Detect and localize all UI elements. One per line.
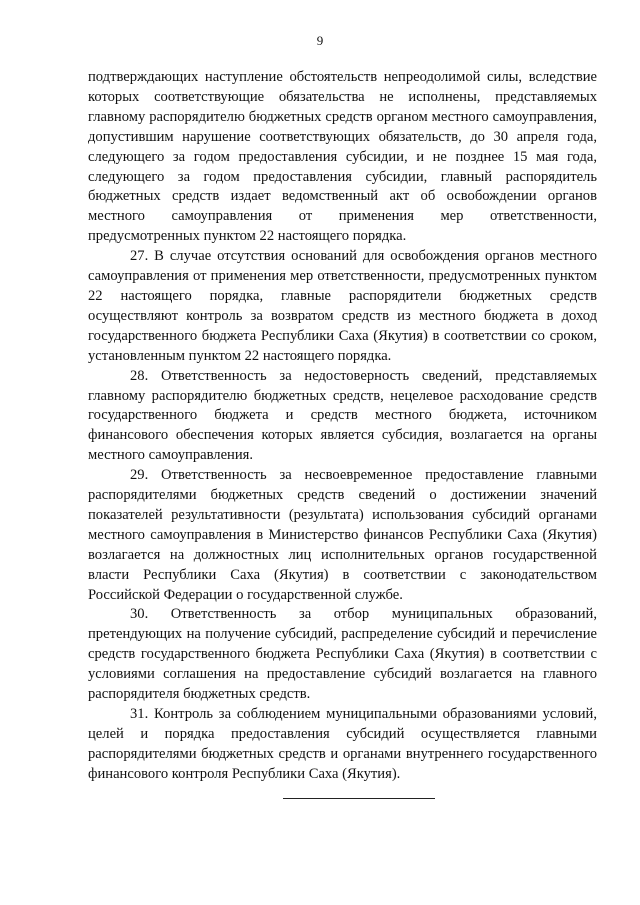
paragraph-28: 28. Ответственность за недостоверность сведений, представляемых главному распорядителю бюджетных средств, нецелевое расходование средств государственного бюджета и средств местного бюджета, источником финансового обеспечения которых является субсидия, возлагается на органы местного самоуправления. (88, 367, 597, 464)
paragraph-29: 29. Ответственность за несвоевременное предоставление главными распорядителями бюджетных средств сведений о достижении значений показателей результативности (результата) использования субсидий органами местного самоуправления в Министерство финансов Республики Саха (Якутия) возлагается на должностных лиц исполнительных органов государственной власти Республики Саха (Якутия) в соответствии с законодательством Российской Федерации о государственной службе. (88, 467, 597, 603)
paragraph-31: 31. Контроль за соблюдением муниципальными образованиями условий, целей и порядка предоставления субсидий осуществляется главными распорядителями бюджетных средств и органами внутреннего государственного финансового контроля Республики Саха (Якутия). (88, 706, 597, 782)
page-number: 9 (316, 33, 324, 48)
document-body (88, 68, 597, 785)
paragraph-30: 30. Ответственность за отбор муниципальных образований, претендующих на получение субсидий, распределение субсидий и перечисление средств государственного бюджета Республики Саха (Якутия) в соответствии с условиями соглашения на предоставление субсидий возлагается на главного распорядителя бюджетных средств. (88, 606, 597, 703)
paragraph-27: 27. В случае отсутствия оснований для освобождения органов местного самоуправления от применения мер ответственности, предусмотренных пунктом 22 настоящего порядка, главные распорядители бюджетных средств осуществляют контроль за возвратом средств из местного бюджета в доход государственного бюджета Республики Саха (Якутия) в соответствии со сроком, установленным пунктом 22 настоящего порядка. (88, 248, 597, 364)
end-divider-line (283, 798, 435, 799)
paragraph-continuation: подтверждающих наступление обстоятельств непреодолимой силы, вследствие которых соответствующие обязательства не исполнены, представляемых главному распорядителю бюджетных средств органом местного самоуправления, допустившим нарушение соответствующих обязательств, до 30 апреля года, следующего за годом предоставления субсидии, и не позднее 15 мая года, следующего за годом предоставления субсидии, главный распорядитель бюджетных средств издает ведомственный акт об освобождении органов местного самоуправления от применения мер ответственности, предусмотренных пунктом 22 настоящего порядка. (88, 69, 597, 245)
